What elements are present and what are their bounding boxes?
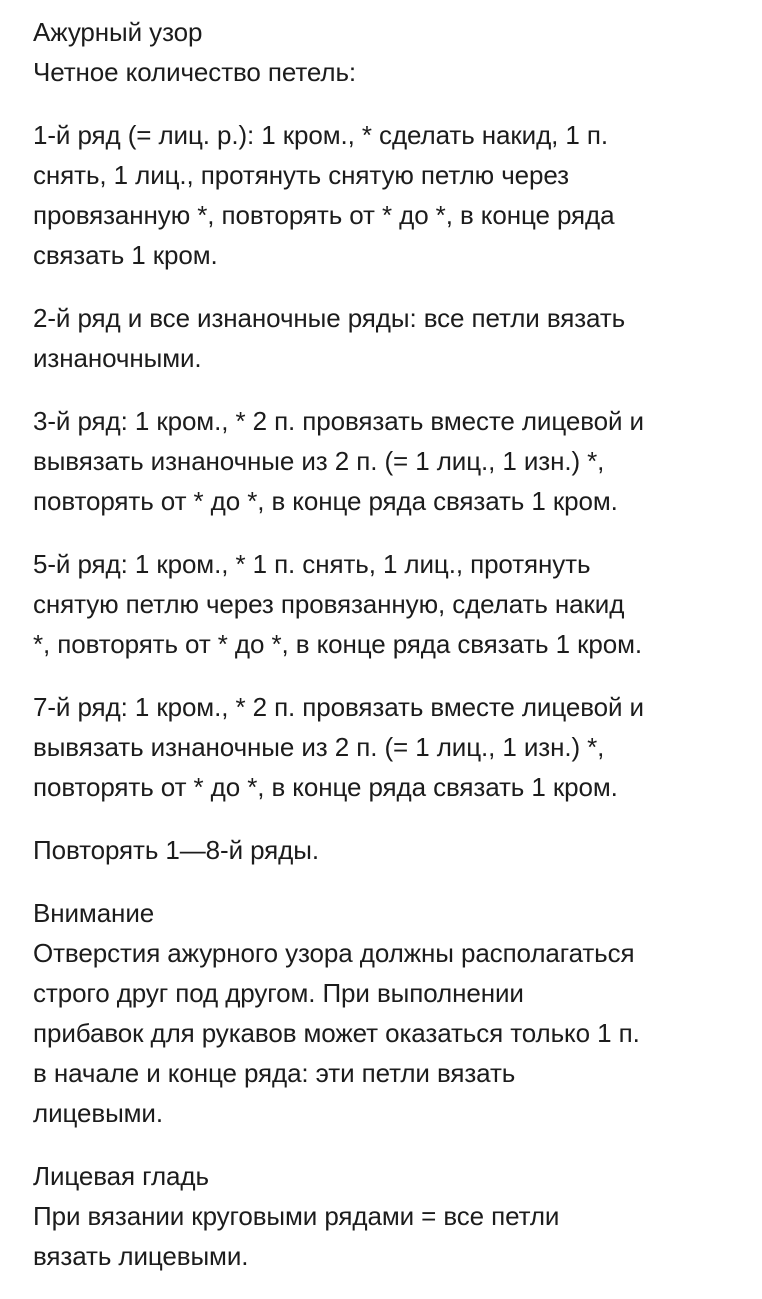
text-line: Четное количество петель: <box>33 57 357 87</box>
paragraph-row-1 <box>33 115 745 275</box>
text-line: При вязании круговыми рядами = все петли <box>33 1201 560 1231</box>
text-line: Внимание <box>33 898 155 928</box>
text-line: связать 1 кром. <box>33 240 218 270</box>
paragraph-pattern-heading <box>33 12 745 92</box>
text-line: *, повторять от * до *, в конце ряда связать 1 кром. <box>33 629 642 659</box>
text-line: строго друг под другом. При выполнении <box>33 978 524 1008</box>
text-line: провязанную *, повторять от * до *, в конце ряда <box>33 200 615 230</box>
text-line: повторять от * до *, в конце ряда связать 1 кром. <box>33 486 618 516</box>
text-line: Повторять 1—8-й ряды. <box>33 835 319 865</box>
text-line: Ажурный узор <box>33 17 203 47</box>
document-body <box>33 12 745 1299</box>
text-line: вывязать изнаночные из 2 п. (= 1 лиц., 1 изн.) *, <box>33 732 605 762</box>
text-line: вывязать изнаночные из 2 п. (= 1 лиц., 1 изн.) *, <box>33 446 605 476</box>
text-line: снятую петлю через провязанную, сделать накид <box>33 589 625 619</box>
paragraph-row-3 <box>33 401 745 521</box>
text-line: 7-й ряд: 1 кром., * 2 п. провязать вместе лицевой и <box>33 692 644 722</box>
text-line: вязать лицевыми. <box>33 1241 249 1271</box>
text-line: 5-й ряд: 1 кром., * 1 п. снять, 1 лиц., протянуть <box>33 549 591 579</box>
text-line: в начале и конце ряда: эти петли вязать <box>33 1058 516 1088</box>
text-line: лицевыми. <box>33 1098 163 1128</box>
paragraph-stockinette <box>33 1156 745 1276</box>
paragraph-attention <box>33 893 745 1133</box>
text-line: повторять от * до *, в конце ряда связать 1 кром. <box>33 772 618 802</box>
paragraph-row-7 <box>33 687 745 807</box>
text-line: Отверстия ажурного узора должны располагаться <box>33 938 635 968</box>
text-line: изнаночными. <box>33 343 202 373</box>
text-line: 1-й ряд (= лиц. р.): 1 кром., * сделать накид, 1 п. <box>33 120 608 150</box>
text-line: снять, 1 лиц., протянуть снятую петлю через <box>33 160 569 190</box>
text-line: Лицевая гладь <box>33 1161 209 1191</box>
paragraph-row-2 <box>33 298 745 378</box>
text-line: прибавок для рукавов может оказаться только 1 п. <box>33 1018 640 1048</box>
paragraph-repeat <box>33 830 745 870</box>
text-line: 3-й ряд: 1 кром., * 2 п. провязать вместе лицевой и <box>33 406 644 436</box>
paragraph-row-5 <box>33 544 745 664</box>
text-line: 2-й ряд и все изнаночные ряды: все петли вязать <box>33 303 626 333</box>
